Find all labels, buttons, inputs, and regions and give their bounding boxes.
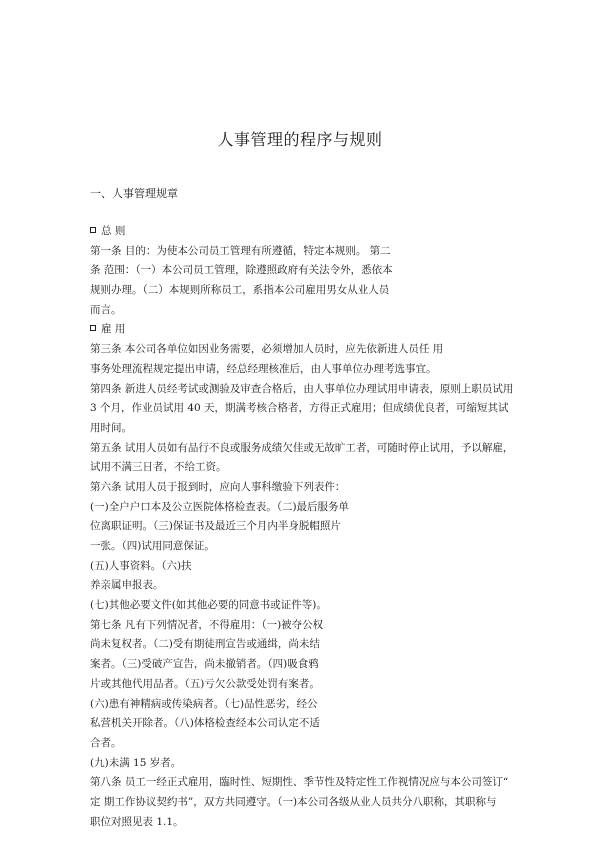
body-line	[90, 537, 530, 557]
body-line	[90, 635, 530, 655]
line-text: 事务处理流程规定提出申请，经总经理核准后，由人事单位办理考选事宜。	[90, 362, 437, 375]
body-line	[90, 734, 530, 754]
body-line	[90, 360, 530, 380]
line-text: 私营机关开除者。（八)体格检查经本公司认定不适	[90, 717, 320, 730]
line-text: 规则办理。（二）本规则所称员工，系指本公司雇用男女从业人员	[90, 284, 390, 297]
line-text: 总 则	[101, 225, 126, 237]
body-line	[90, 773, 530, 793]
line-text: 第六条 试用人员于报到时，应向人事科缴验下列表件：	[90, 480, 346, 493]
line-text: (一)全户户口本及公立医院体格检查表。（二)最后服务单	[90, 500, 350, 513]
body-line	[90, 596, 530, 616]
body-line	[90, 695, 530, 715]
body-line	[90, 242, 530, 262]
line-text: 片或其他代用品者。（五)亏欠公款受处罚有案者。	[90, 677, 320, 690]
body-line	[90, 419, 530, 439]
line-text: (九)未满 15 岁者。	[90, 756, 182, 769]
line-text: 用时间。	[90, 421, 132, 434]
line-text: 而言。	[90, 303, 122, 316]
line-text: 第七条 凡有下列情况者，不得雇用：（一)被夺公权	[90, 618, 324, 631]
body-line	[90, 340, 530, 360]
body-line	[90, 498, 530, 518]
line-text: 条 范围：（一）本公司员工管理，除遵照政府有关法令外，悉依本	[90, 264, 393, 277]
body-line	[90, 281, 530, 301]
square-bullet-icon	[90, 325, 96, 331]
body-line	[90, 301, 530, 321]
line-text: 第四条 新进人员经考试或测验及审查合格后，由人事单位办理试用申请表，原则上职员试用	[90, 382, 514, 395]
line-text: 第一条 目的：为使本公司员工管理有所遵循，特定本规则。 第二	[90, 244, 391, 257]
document-title: 人事管理的程序与规则	[217, 130, 383, 149]
body-line	[90, 616, 530, 636]
section-heading: 一、人事管理规章	[90, 187, 178, 200]
line-text: (六)患有神精病或传染病者。（七)品性恶劣，经公	[90, 697, 318, 710]
body-line	[90, 478, 530, 498]
line-text: 定 期工作协议契约书”，双方共同遵守。（一)本公司各级从业人员共分八职称，其职称与	[90, 795, 497, 808]
body-line	[90, 557, 530, 577]
body-line	[90, 675, 530, 695]
subsection-heading	[90, 320, 530, 340]
line-text: 合者。	[90, 736, 122, 749]
line-text: 养亲属申报表。	[90, 579, 164, 592]
line-text: 第八条 员工一经正式雇用，臨时性、短期性、季节性及特定性工作视情况应与本公司签订“	[90, 776, 509, 789]
document-body	[90, 222, 530, 832]
line-text: 一张。（四)试用同意保证。	[90, 540, 215, 552]
body-line	[90, 458, 530, 478]
body-line	[90, 655, 530, 675]
body-line	[90, 714, 530, 734]
line-text: 尚未复权者。（二)受有期徒刑宣告或通缉，尚未结	[90, 638, 320, 651]
line-text: 职位对照见表 1.1。	[90, 815, 184, 828]
body-line	[90, 439, 530, 459]
line-text: 第三条 本公司各单位如因业务需要，必须增加人员时，应先依新进人员任 用	[90, 343, 444, 356]
body-line	[90, 576, 530, 596]
line-text: 3 个月，作业员试用 40 天，期满考核合格者，方得正式雇用；但成绩优良者，可缩短其试	[90, 402, 509, 415]
body-line	[90, 517, 530, 537]
line-text: 第五条 试用人员如有品行不良或服务成绩欠佳或无故旷工者，可随时停止试用，予以解雇，	[90, 441, 514, 454]
subsection-heading	[90, 222, 530, 242]
line-text: 位离职证明。（三)保证书及最近三个月内半身脱帽照片	[90, 520, 341, 533]
line-text: 试用不满三日者，不给工资。	[90, 461, 227, 474]
line-text: (五)人事资料。（六)扶	[90, 559, 192, 572]
body-line	[90, 399, 530, 419]
body-line	[90, 793, 530, 813]
line-text: 案者。（三)受破产宣告，尚未撤销者。（四)吸食鸦	[90, 658, 319, 671]
body-line	[90, 754, 530, 774]
line-text: 雇 用	[101, 323, 126, 336]
body-line	[90, 813, 530, 833]
body-line	[90, 380, 530, 400]
square-bullet-icon	[90, 227, 96, 233]
body-line	[90, 261, 530, 281]
line-text: (七)其他必要文件(如其他必要的同意书或证件等)。	[90, 599, 327, 612]
